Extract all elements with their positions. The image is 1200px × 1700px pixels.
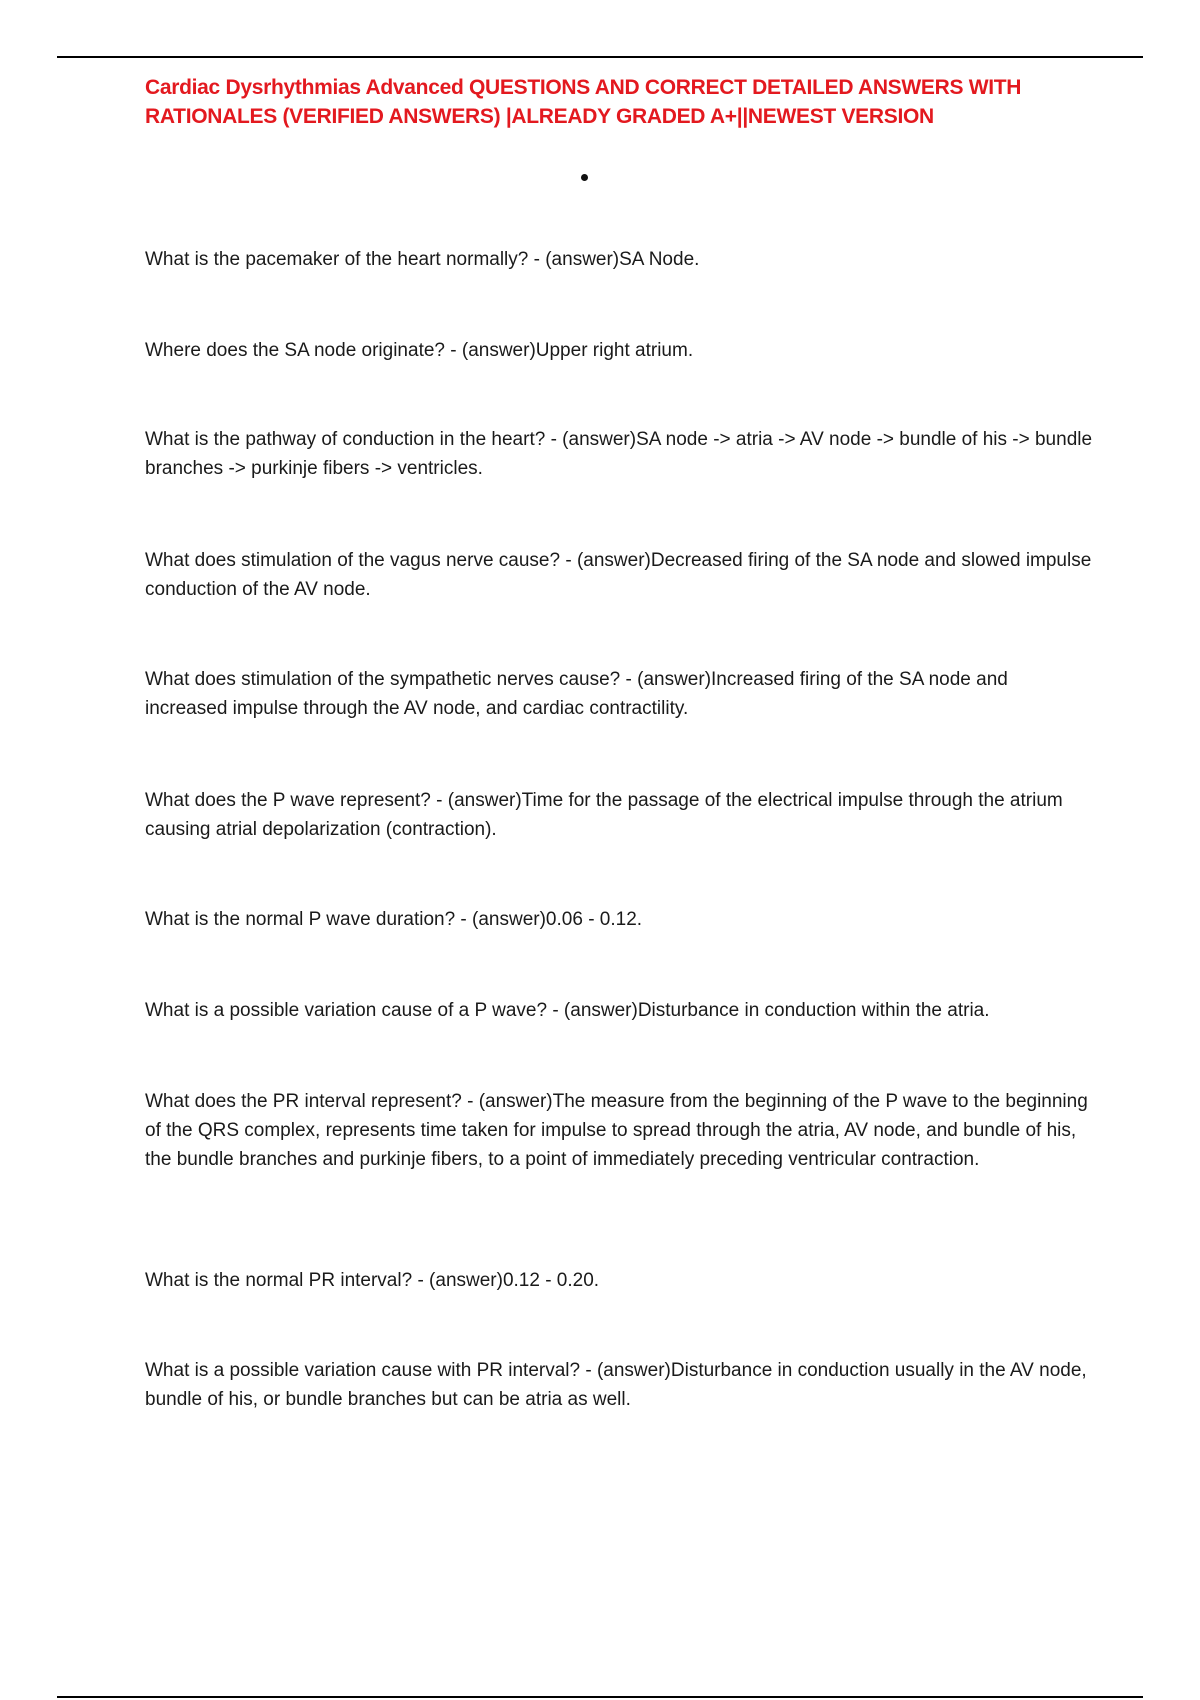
bottom-rule (57, 1696, 1143, 1698)
qa-item: What is the pacemaker of the heart normally? - (answer)SA Node. (145, 249, 700, 270)
qa-item: What does the P wave represent? - (answer)Time for the passage of the electrical impulse through the atrium causing atrial depolarization (contraction). (145, 790, 1063, 840)
qa-item: What is the normal PR interval? - (answer)0.12 - 0.20. (145, 1270, 600, 1291)
qa-item: What is a possible variation cause with PR interval? - (answer)Disturbance in conduction usually in the AV node, bundle of his, or bundle branches but can be atria as well. (145, 1360, 1087, 1410)
qa-item: What is the normal P wave duration? - (answer)0.06 - 0.12. (145, 909, 643, 930)
qa-item: What does stimulation of the vagus nerve cause? - (answer)Decreased firing of the SA node and slowed impulse conduction of the AV node. (145, 550, 1092, 600)
qa-item: What is a possible variation cause of a P wave? - (answer)Disturbance in conduction within the atria. (145, 1000, 990, 1021)
qa-item: What does the PR interval represent? - (answer)The measure from the beginning of the P wave to the beginning of the QRS complex, represents time taken for impulse to spread through the atria, AV node, and bundle of his, the bundle branches and purkinje fibers, to a point of immediately preceding ventricular contraction. (145, 1091, 1088, 1170)
qa-item: What is the pathway of conduction in the heart? - (answer)SA node -> atria -> AV node -> bundle of his -> bundle branches -> purkinje fibers -> ventricles. (145, 429, 1093, 479)
qa-item: Where does the SA node originate? - (answer)Upper right atrium. (145, 340, 694, 361)
document-title: Cardiac Dysrhythmias Advanced QUESTIONS AND CORRECT DETAILED ANSWERS WITH RATIONALES (VERIFIED ANSWERS) |ALREADY GRADED A+||NEWEST VERSION (145, 76, 1022, 128)
bullet-icon (581, 174, 588, 181)
top-rule (57, 56, 1143, 58)
qa-item: What does stimulation of the sympathetic nerves cause? - (answer)Increased firing of the SA node and increased impulse through the AV node, and cardiac contractility. (145, 669, 1008, 719)
